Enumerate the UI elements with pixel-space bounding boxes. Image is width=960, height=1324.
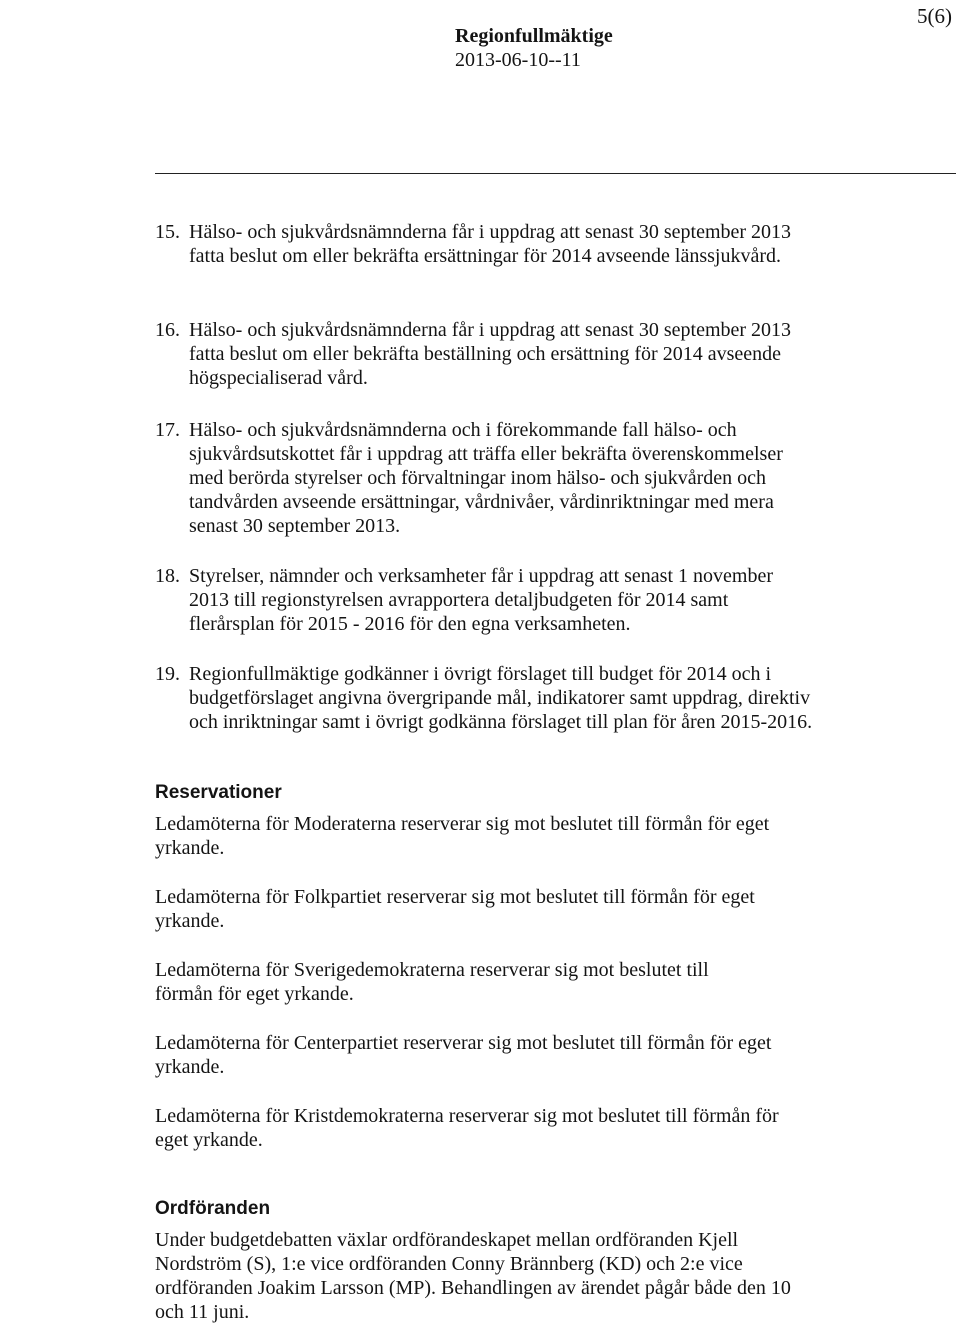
reservation-paragraph: Ledamöterna för Kristdemokraterna reserverar sig mot beslutet till förmån för eget yrkande. — [155, 1105, 779, 1151]
header-title: Regionfullmäktige — [455, 25, 613, 47]
decision-item-18 — [155, 564, 780, 636]
item-text: Hälso- och sjukvårdsnämnderna får i uppdrag att senast 30 september 2013 fatta beslut om eller bekräfta ersättningar för 2014 avseende länssjukvård. — [189, 221, 792, 267]
chairman-heading: Ordföranden — [155, 1198, 271, 1219]
reservation-paragraph: Ledamöterna för Centerpartiet reserverar sig mot beslutet till förmån för eget yrkande. — [155, 1032, 772, 1078]
reservations-heading: Reservationer — [155, 782, 282, 803]
item-text: Regionfullmäktige godkänner i övrigt förslaget till budget för 2014 och i budgetförslaget angivna övergripande mål, indikatorer samt uppdrag, direktiv och inriktningar samt i övrigt godkänna förslaget till plan för åren 2015-2016. — [189, 663, 813, 733]
item-number: 19. — [155, 663, 180, 685]
decision-item-19 — [155, 662, 815, 734]
decision-item-17 — [155, 418, 793, 538]
reservation-paragraph: Ledamöterna för Moderaterna reserverar sig mot beslutet till förmån för eget yrkande. — [155, 813, 770, 859]
item-text: Styrelser, nämnder och verksamheter får i uppdrag att senast 1 november 2013 till regionstyrelsen avrapportera detaljbudgeten för 2014 samt flerårsplan för 2015 - 2016 för den egna verksamheten. — [189, 565, 773, 635]
reservation-paragraph: Ledamöterna för Sverigedemokraterna reserverar sig mot beslutet till förmån för eget yrkande. — [155, 959, 709, 1005]
item-number: 15. — [155, 221, 180, 243]
header-date: 2013-06-10--11 — [455, 49, 581, 71]
item-number: 16. — [155, 319, 180, 341]
decision-item-16 — [155, 318, 795, 390]
reservation-paragraph: Ledamöterna för Folkpartiet reserverar sig mot beslutet till förmån för eget yrkande. — [155, 886, 755, 932]
item-number: 18. — [155, 565, 180, 587]
header-rule — [155, 173, 956, 174]
item-number: 17. — [155, 419, 180, 441]
item-text: Hälso- och sjukvårdsnämnderna får i uppdrag att senast 30 september 2013 fatta beslut om eller bekräfta beställning och ersättning för 2014 avseende högspecialiserad vård. — [189, 319, 792, 389]
chairman-paragraph: Under budgetdebatten växlar ordförandeskapet mellan ordföranden Kjell Nordström (S), 1:e vice ordföranden Conny Brännberg (KD) och 2:e vice ordföranden Joakim Larsson (MP). Behandlingen av ärendet pågår både den 10 och 11 juni. — [155, 1229, 791, 1323]
document-header — [455, 24, 715, 72]
page-number: 5(6) — [917, 4, 952, 28]
decision-item-15 — [155, 220, 795, 268]
item-text: Hälso- och sjukvårdsnämnderna och i förekommande fall hälso- och sjukvårdsutskottet får i uppdrag att träffa eller bekräfta överenskommelser med berörda styrelser och förvaltningar inom hälso- och sjukvården och tandvården avseende ersättningar, vårdnivåer, vårdinriktningar med mera senast 30 september 2013. — [189, 419, 783, 537]
